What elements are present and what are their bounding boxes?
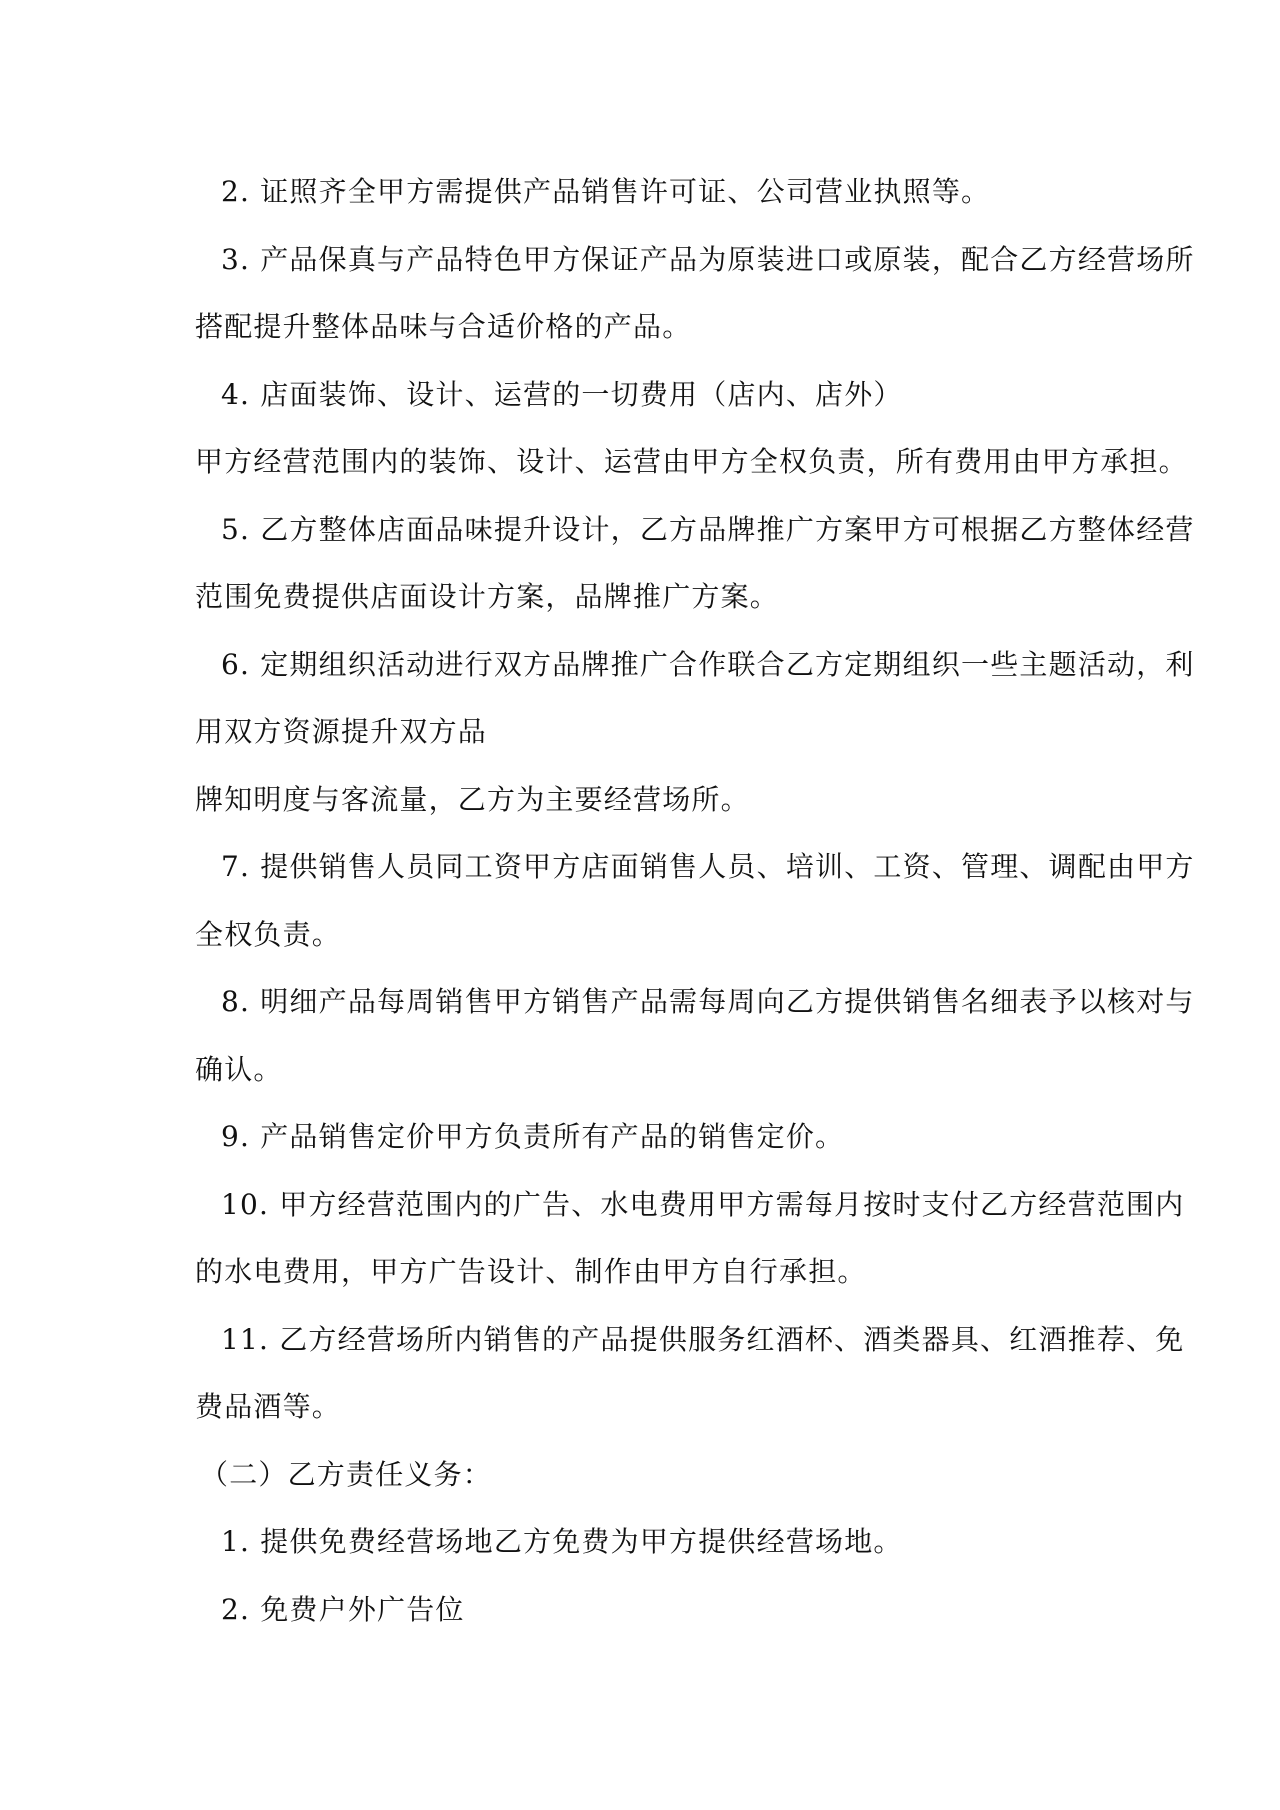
text-line: 6. 定期组织活动进行双方品牌推广合作联合乙方定期组织一些主题活动，利	[221, 647, 1195, 681]
paragraph	[195, 968, 1195, 1103]
paragraph	[195, 226, 1195, 361]
paragraph	[195, 158, 1095, 226]
text-line: 全权负责。	[195, 917, 342, 951]
text-line: 2. 免费户外广告位	[221, 1592, 465, 1626]
text-line: 的水电费用，甲方广告设计、制作由甲方自行承担。	[195, 1255, 867, 1288]
text-line: 4. 店面装饰、设计、运营的一切费用（店内、店外）	[221, 377, 903, 411]
paragraph	[195, 1508, 1095, 1576]
paragraph	[195, 1103, 1095, 1171]
text-line: 5. 乙方整体店面品味提升设计，乙方品牌推广方案甲方可根据乙方整体经营	[221, 512, 1195, 546]
text-line: 费品酒等。	[195, 1390, 342, 1423]
paragraph	[195, 361, 1188, 496]
text-line: 3. 产品保真与产品特色甲方保证产品为原装进口或原装，配合乙方经营场所	[221, 242, 1195, 276]
text-line: 9. 产品销售定价甲方负责所有产品的销售定价。	[221, 1120, 845, 1153]
text-line: 甲方经营范围内的装饰、设计、运营由甲方全权负责，所有费用由甲方承担。	[195, 445, 1188, 478]
paragraph	[195, 496, 1195, 631]
paragraph	[195, 1576, 1095, 1644]
text-line: 牌知明度与客流量，乙方为主要经营场所。	[195, 782, 750, 816]
text-line: 8. 明细产品每周销售甲方销售产品需每周向乙方提供销售名细表予以核对与	[221, 985, 1195, 1018]
paragraph	[195, 631, 1195, 834]
document-page	[195, 158, 1195, 1643]
text-line: 11. 乙方经营场所内销售的产品提供服务红酒杯、酒类器具、红酒推荐、免	[221, 1322, 1185, 1356]
text-line: 7. 提供销售人员同工资甲方店面销售人员、培训、工资、管理、调配由甲方	[221, 850, 1195, 883]
text-line: 10. 甲方经营范围内的广告、水电费用甲方需每月按时支付乙方经营范围内	[221, 1187, 1185, 1221]
paragraph	[195, 833, 1195, 968]
text-line: 1. 提供免费经营场地乙方免费为甲方提供经营场地。	[221, 1525, 903, 1558]
section-heading: （二）乙方责任义务：	[200, 1457, 493, 1491]
text-line: 2. 证照齐全甲方需提供产品销售许可证、公司营业执照等。	[221, 175, 991, 208]
text-line: 搭配提升整体品味与合适价格的产品。	[195, 310, 692, 343]
paragraph	[195, 1306, 1185, 1441]
paragraph	[195, 1171, 1185, 1306]
text-line: 用双方资源提升双方品	[195, 715, 488, 748]
text-line: 确认。	[195, 1052, 283, 1086]
text-line: 范围免费提供店面设计方案，品牌推广方案。	[195, 580, 780, 613]
